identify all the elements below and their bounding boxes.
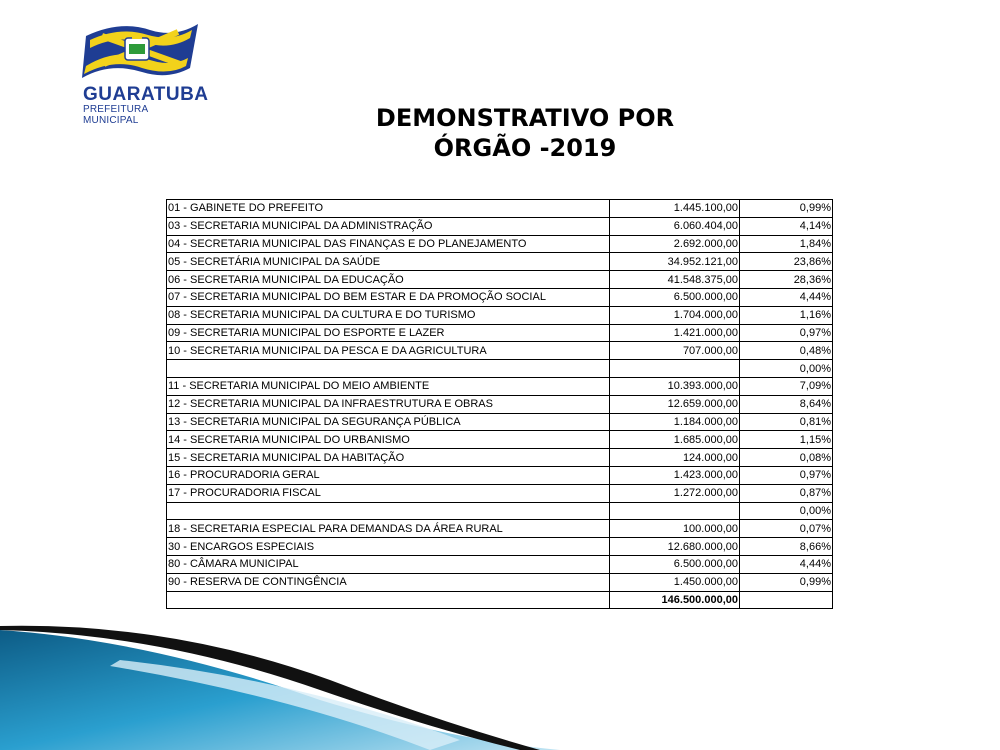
org-cell: 10 - SECRETARIA MUNICIPAL DA PESCA E DA AGRICULTURA xyxy=(167,342,610,360)
title-line-1: DEMONSTRATIVO POR xyxy=(375,104,675,132)
value-cell: 6.500.000,00 xyxy=(610,555,740,573)
table-row xyxy=(167,377,833,395)
org-cell: 80 - CÂMARA MUNICIPAL xyxy=(167,555,610,573)
value-cell: 1.272.000,00 xyxy=(610,484,740,502)
value-cell: 1.445.100,00 xyxy=(610,200,740,218)
logo-subtitle: PREFEITURA MUNICIPAL xyxy=(83,104,148,126)
value-cell: 1.421.000,00 xyxy=(610,324,740,342)
percent-cell: 8,66% xyxy=(740,538,833,556)
value-cell: 2.692.000,00 xyxy=(610,235,740,253)
org-cell: 11 - SECRETARIA MUNICIPAL DO MEIO AMBIENTE xyxy=(167,377,610,395)
table-row xyxy=(167,502,833,520)
table-row xyxy=(167,288,833,306)
percent-cell: 28,36% xyxy=(740,271,833,289)
table-row xyxy=(167,200,833,218)
percent-cell: 0,07% xyxy=(740,520,833,538)
table-row xyxy=(167,573,833,591)
value-cell: 10.393.000,00 xyxy=(610,377,740,395)
table-row xyxy=(167,520,833,538)
value-cell: 12.659.000,00 xyxy=(610,395,740,413)
percent-cell: 0,99% xyxy=(740,200,833,218)
table-row xyxy=(167,395,833,413)
percent-cell: 0,00% xyxy=(740,502,833,520)
value-cell: 41.548.375,00 xyxy=(610,271,740,289)
org-cell: 15 - SECRETARIA MUNICIPAL DA HABITAÇÃO xyxy=(167,449,610,467)
percent-cell: 0,97% xyxy=(740,324,833,342)
flag-icon xyxy=(80,18,205,88)
org-cell: 90 - RESERVA DE CONTINGÊNCIA xyxy=(167,573,610,591)
org-cell: 13 - SECRETARIA MUNICIPAL DA SEGURANÇA PÚBLICA xyxy=(167,413,610,431)
org-cell: 16 - PROCURADORIA GERAL xyxy=(167,466,610,484)
table-row xyxy=(167,449,833,467)
value-cell: 1.685.000,00 xyxy=(610,431,740,449)
table-row xyxy=(167,360,833,378)
percent-cell: 0,81% xyxy=(740,413,833,431)
org-cell: 06 - SECRETARIA MUNICIPAL DA EDUCAÇÃO xyxy=(167,271,610,289)
value-cell: 1.184.000,00 xyxy=(610,413,740,431)
value-cell: 34.952.121,00 xyxy=(610,253,740,271)
org-cell xyxy=(167,360,610,378)
percent-cell: 0,08% xyxy=(740,449,833,467)
table-row xyxy=(167,431,833,449)
percent-cell: 1,15% xyxy=(740,431,833,449)
percent-cell: 1,84% xyxy=(740,235,833,253)
title-line-2: ÓRGÃO -2019 xyxy=(433,134,617,162)
percent-cell: 1,16% xyxy=(740,306,833,324)
percent-cell: 0,99% xyxy=(740,573,833,591)
table-row xyxy=(167,324,833,342)
percent-cell: 4,44% xyxy=(740,288,833,306)
value-cell: 12.680.000,00 xyxy=(610,538,740,556)
percent-cell: 0,00% xyxy=(740,360,833,378)
org-cell: 18 - SECRETARIA ESPECIAL PARA DEMANDAS DA ÁREA RURAL xyxy=(167,520,610,538)
table-row xyxy=(167,235,833,253)
decorative-waves xyxy=(0,600,1000,750)
org-cell: 17 - PROCURADORIA FISCAL xyxy=(167,484,610,502)
table-row xyxy=(167,466,833,484)
guaratuba-logo xyxy=(80,18,209,126)
percent-cell: 0,97% xyxy=(740,466,833,484)
value-cell: 124.000,00 xyxy=(610,449,740,467)
page-title xyxy=(300,103,750,163)
org-cell: 14 - SECRETARIA MUNICIPAL DO URBANISMO xyxy=(167,431,610,449)
percent-cell: 8,64% xyxy=(740,395,833,413)
table-row xyxy=(167,253,833,271)
percent-cell: 4,44% xyxy=(740,555,833,573)
table-row xyxy=(167,555,833,573)
value-cell: 1.704.000,00 xyxy=(610,306,740,324)
logo-name: GUARATUBA xyxy=(83,84,209,105)
percent-cell: 4,14% xyxy=(740,217,833,235)
value-cell: 100.000,00 xyxy=(610,520,740,538)
table-row xyxy=(167,413,833,431)
value-cell: 1.423.000,00 xyxy=(610,466,740,484)
value-cell: 146.500.000,00 xyxy=(610,591,740,609)
table-row xyxy=(167,484,833,502)
org-cell xyxy=(167,502,610,520)
percent-cell: 0,48% xyxy=(740,342,833,360)
table-row xyxy=(167,538,833,556)
org-cell: 04 - SECRETARIA MUNICIPAL DAS FINANÇAS E DO PLANEJAMENTO xyxy=(167,235,610,253)
org-cell: 01 - GABINETE DO PREFEITO xyxy=(167,200,610,218)
value-cell xyxy=(610,360,740,378)
budget-table xyxy=(166,199,833,609)
org-cell: 09 - SECRETARIA MUNICIPAL DO ESPORTE E LAZER xyxy=(167,324,610,342)
percent-cell: 7,09% xyxy=(740,377,833,395)
org-cell: 03 - SECRETARIA MUNICIPAL DA ADMINISTRAÇÃO xyxy=(167,217,610,235)
org-cell: 08 - SECRETARIA MUNICIPAL DA CULTURA E DO TURISMO xyxy=(167,306,610,324)
org-cell: 05 - SECRETÁRIA MUNICIPAL DA SAÚDE xyxy=(167,253,610,271)
value-cell: 1.450.000,00 xyxy=(610,573,740,591)
org-cell: 12 - SECRETARIA MUNICIPAL DA INFRAESTRUTURA E OBRAS xyxy=(167,395,610,413)
table-row xyxy=(167,271,833,289)
percent-cell: 0,87% xyxy=(740,484,833,502)
org-cell: 07 - SECRETARIA MUNICIPAL DO BEM ESTAR E DA PROMOÇÃO SOCIAL xyxy=(167,288,610,306)
value-cell: 6.500.000,00 xyxy=(610,288,740,306)
table-row xyxy=(167,342,833,360)
table-row xyxy=(167,306,833,324)
table-row xyxy=(167,217,833,235)
org-cell: 30 - ENCARGOS ESPECIAIS xyxy=(167,538,610,556)
value-cell: 707.000,00 xyxy=(610,342,740,360)
percent-cell: 23,86% xyxy=(740,253,833,271)
value-cell: 6.060.404,00 xyxy=(610,217,740,235)
value-cell xyxy=(610,502,740,520)
